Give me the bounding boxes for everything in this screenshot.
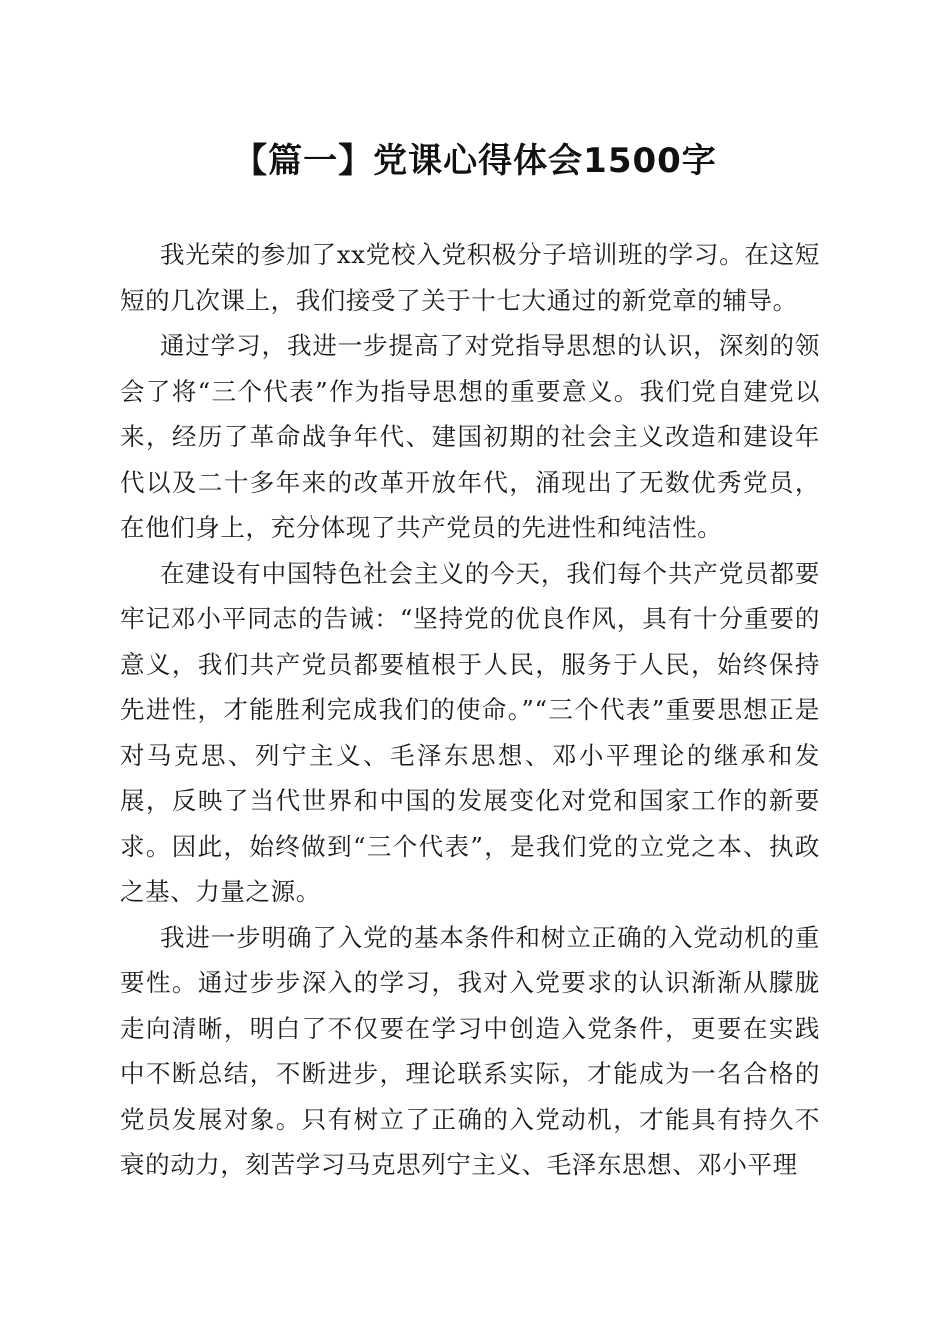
paragraph: 我进一步明确了入党的基本条件和树立正确的入党动机的重要性。通过步步深入的学习，我对入党要求的认识渐渐从朦胧走向清晰，明白了不仅要在学习中创造入党条件，更要在实践中不断总结，不断进步，理论联系实际，才能成为一名合格的党员发展对象。只有树立了正确的入党动机，才能具有持久不衰的动力，刻苦学习马克思列宁主义、毛泽东思想、邓小平理 — [120, 922, 820, 1179]
paragraph: 在建设有中国特色社会主义的今天，我们每个共产党员都要牢记邓小平同志的告诫：“坚持党的优良作风，具有十分重要的意义，我们共产党员都要植根于人民，服务于人民，始终保持先进性，才能胜利完成我们的使命。”“三个代表”重要思想正是对马克思、列宁主义、毛泽东思想、邓小平理论的继承和发展，反映了当代世界和中国的发展变化对党和国家工作的新要求。因此，始终做到“三个代表”，是我们党的立党之本、执政之基、力量之源。 — [120, 558, 820, 906]
paragraph: 我光荣的参加了xx党校入党积极分子培训班的学习。在这短短的几次课上，我们接受了关于十七大通过的新党章的辅导。 — [120, 240, 820, 315]
paragraph: 通过学习，我进一步提高了对党指导思想的认识，深刻的领会了将“三个代表”作为指导思想的重要意义。我们党自建党以来，经历了革命战争年代、建国初期的社会主义改造和建设年代以及二十多年来的改革开放年代，涌现出了无数优秀党员，在他们身上，充分体现了共产党员的先进性和纯洁性。 — [120, 331, 820, 542]
document-body — [120, 232, 820, 1188]
document-title: 【篇一】党课心得体会1500字 — [233, 141, 717, 181]
